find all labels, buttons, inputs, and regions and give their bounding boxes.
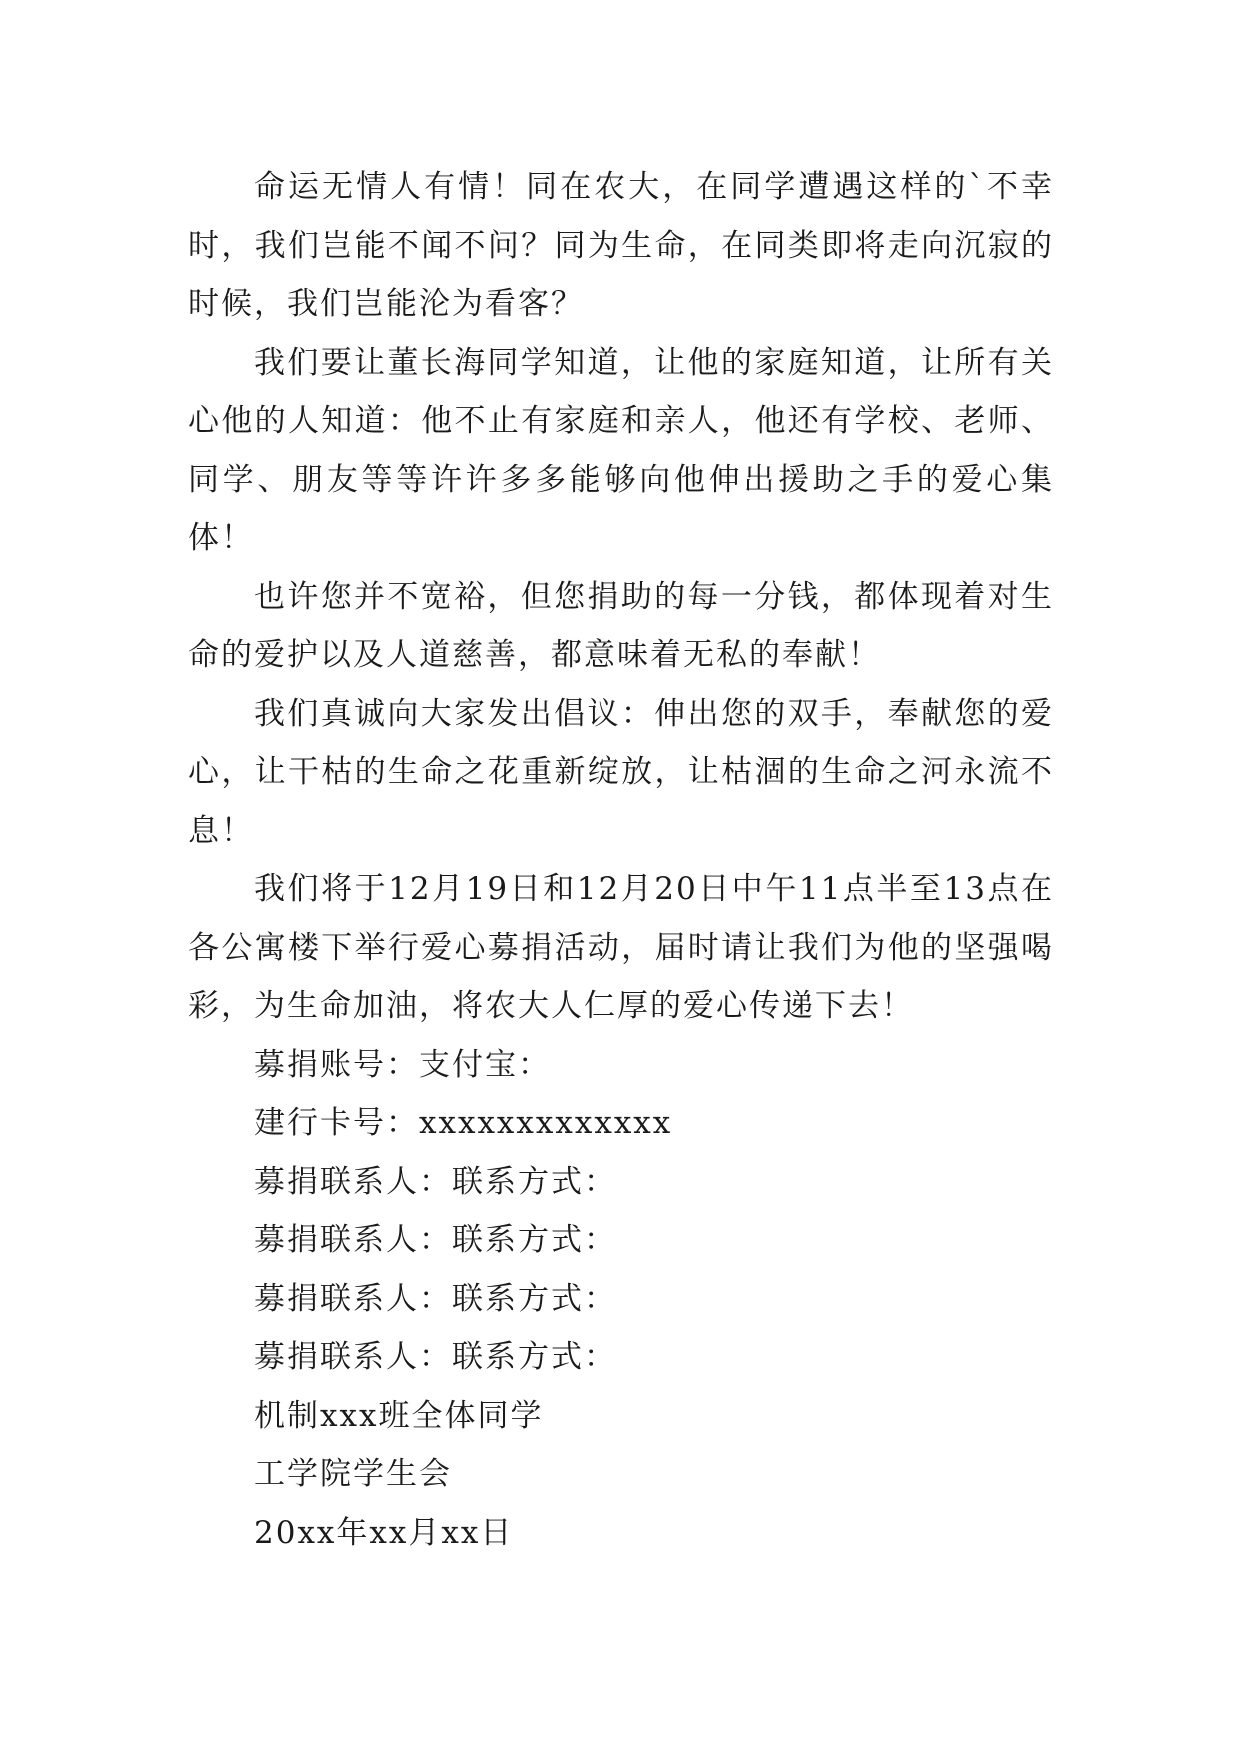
- signature-org: 工学院学生会: [254, 1456, 452, 1492]
- bank-card-number: 建行卡号：xxxxxxxxxxxxx: [254, 1105, 673, 1141]
- paragraph-donation: 也许您并不宽裕，但您捐助的每一分钱，都体现着对生命的爱护以及人道慈善，都意味着无私的奉献！: [188, 578, 1054, 673]
- contact-line: 募捐联系人：联系方式：: [254, 1339, 617, 1375]
- contact-line: 募捐联系人：联系方式：: [254, 1163, 617, 1200]
- contact-line: 募捐联系人：联系方式：: [254, 1222, 617, 1258]
- donation-account: 募捐账号：支付宝：: [254, 1046, 551, 1083]
- paragraph-proposal: 我们真诚向大家发出倡议：伸出您的双手，奉献您的爱心，让干枯的生命之花重新绽放，让枯涸的生命之河永流不息！: [188, 695, 1054, 849]
- paragraph-support: 我们要让董长海同学知道，让他的家庭知道，让所有关心他的人知道：他不止有家庭和亲人，他还有学校、老师、同学、朋友等等许许多多能够向他伸出援助之手的爱心集体！: [188, 344, 1054, 556]
- contact-line: 募捐联系人：联系方式：: [254, 1280, 617, 1317]
- paragraph-appeal: 命运无情人有情！同在农大，在同学遭遇这样的`不幸时，我们岂能不闻不问？同为生命，在同类即将走向沉寂的时候，我们岂能沦为看客？: [188, 169, 1054, 322]
- paragraph-event: 我们将于12月19日和12月20日中午11点半至13点在各公寓楼下举行爱心募捐活动，届时请让我们为他的坚强喝彩，为生命加油，将农大人仁厚的爱心传递下去！: [188, 871, 1054, 1024]
- signature-class: 机制xxx班全体同学: [254, 1397, 544, 1434]
- document-date: 20xx年xx月xx日: [254, 1514, 514, 1551]
- document-body: [188, 158, 1054, 1562]
